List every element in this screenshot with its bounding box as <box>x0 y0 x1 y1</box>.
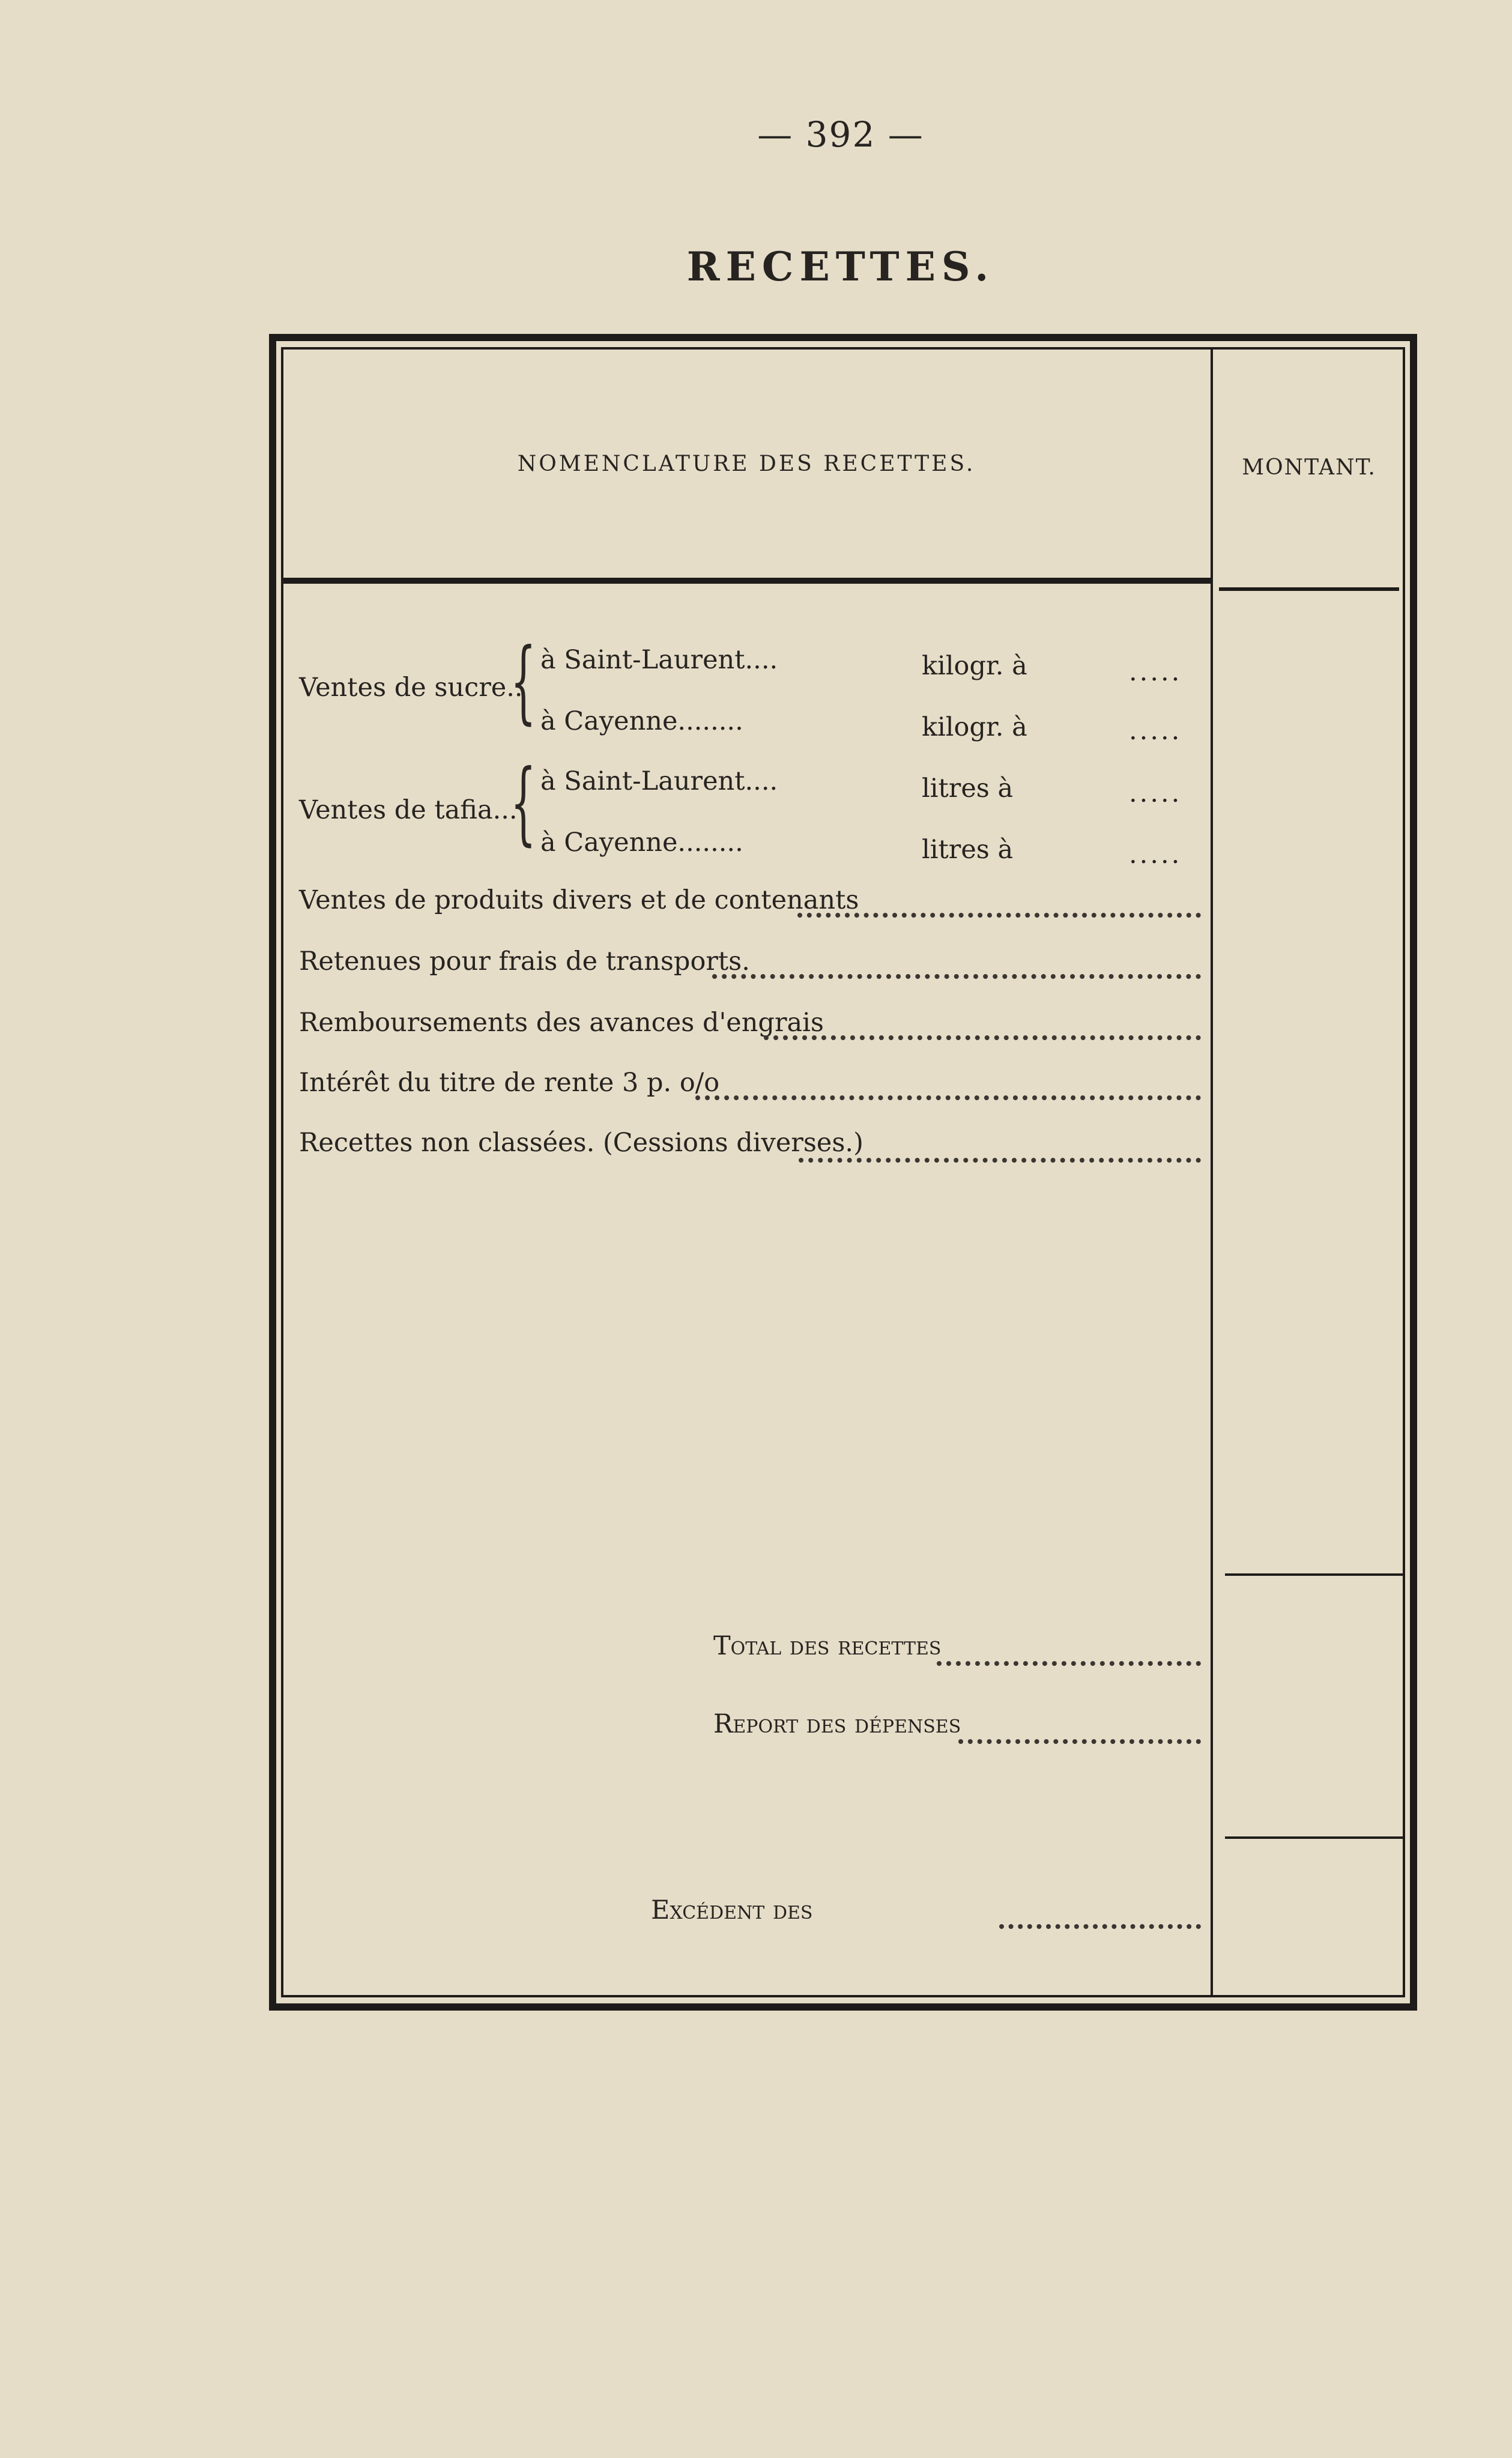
leader-dots <box>797 913 1201 918</box>
total-rule <box>1225 1573 1405 1576</box>
header-nomenclature: NOMENCLATURE DES RECETTES. <box>517 452 976 476</box>
tafia-dots-2: ..... <box>1129 840 1182 870</box>
sucre-unite-2: kilogr. à <box>922 712 1027 742</box>
tafia-lieu-2: à Cayenne........ <box>540 828 743 858</box>
tafia-label: Ventes de tafia... <box>299 795 518 825</box>
leader-dots <box>999 1924 1201 1929</box>
leader-dots <box>799 1158 1201 1163</box>
header-rule-montant <box>1219 587 1399 591</box>
line-remboursements-engrais: Remboursements des avances d'engrais <box>299 1008 824 1038</box>
leader-dots <box>764 1035 1201 1040</box>
tafia-dots-1: ..... <box>1129 778 1182 808</box>
line-interet-rente: Intérêt du titre de rente 3 p. o/o <box>299 1068 720 1098</box>
header-montant: MONTANT. <box>1242 455 1376 480</box>
excedent-label: Excédent des <box>651 1895 813 1925</box>
leader-dots <box>958 1739 1201 1744</box>
leader-dots <box>937 1661 1201 1666</box>
column-divider <box>1211 348 1213 1997</box>
line-produits-divers: Ventes de produits divers et de contenants <box>299 885 859 915</box>
page-number: — 392 — <box>757 114 924 155</box>
tafia-unite-2: litres à <box>922 835 1014 865</box>
tafia-lieu-1: à Saint-Laurent.... <box>540 766 778 796</box>
sucre-lieu-1: à Saint-Laurent.... <box>540 645 778 675</box>
line-retenues-transports: Retenues pour frais de transports. <box>299 946 750 976</box>
report-depenses-label: Report des dépenses <box>713 1709 961 1739</box>
total-recettes-label: Total des recettes <box>713 1631 942 1661</box>
sucre-dots-1: ..... <box>1129 657 1182 687</box>
sucre-unite-1: kilogr. à <box>922 651 1027 681</box>
sucre-dots-2: ..... <box>1129 716 1182 746</box>
page-title: RECETTES. <box>686 243 995 290</box>
table-inner-border <box>281 347 1405 1997</box>
leader-dots <box>695 1095 1201 1100</box>
header-rule <box>282 578 1211 584</box>
report-rule <box>1225 1836 1405 1839</box>
line-recettes-non-classees: Recettes non classées. (Cessions diverses.) <box>299 1128 863 1158</box>
sucre-label: Ventes de sucre.. <box>299 673 523 703</box>
sucre-brace: { <box>510 629 536 734</box>
tafia-unite-1: litres à <box>922 773 1014 804</box>
tafia-brace: { <box>510 751 536 855</box>
sucre-lieu-2: à Cayenne........ <box>540 706 743 736</box>
leader-dots <box>712 974 1201 979</box>
